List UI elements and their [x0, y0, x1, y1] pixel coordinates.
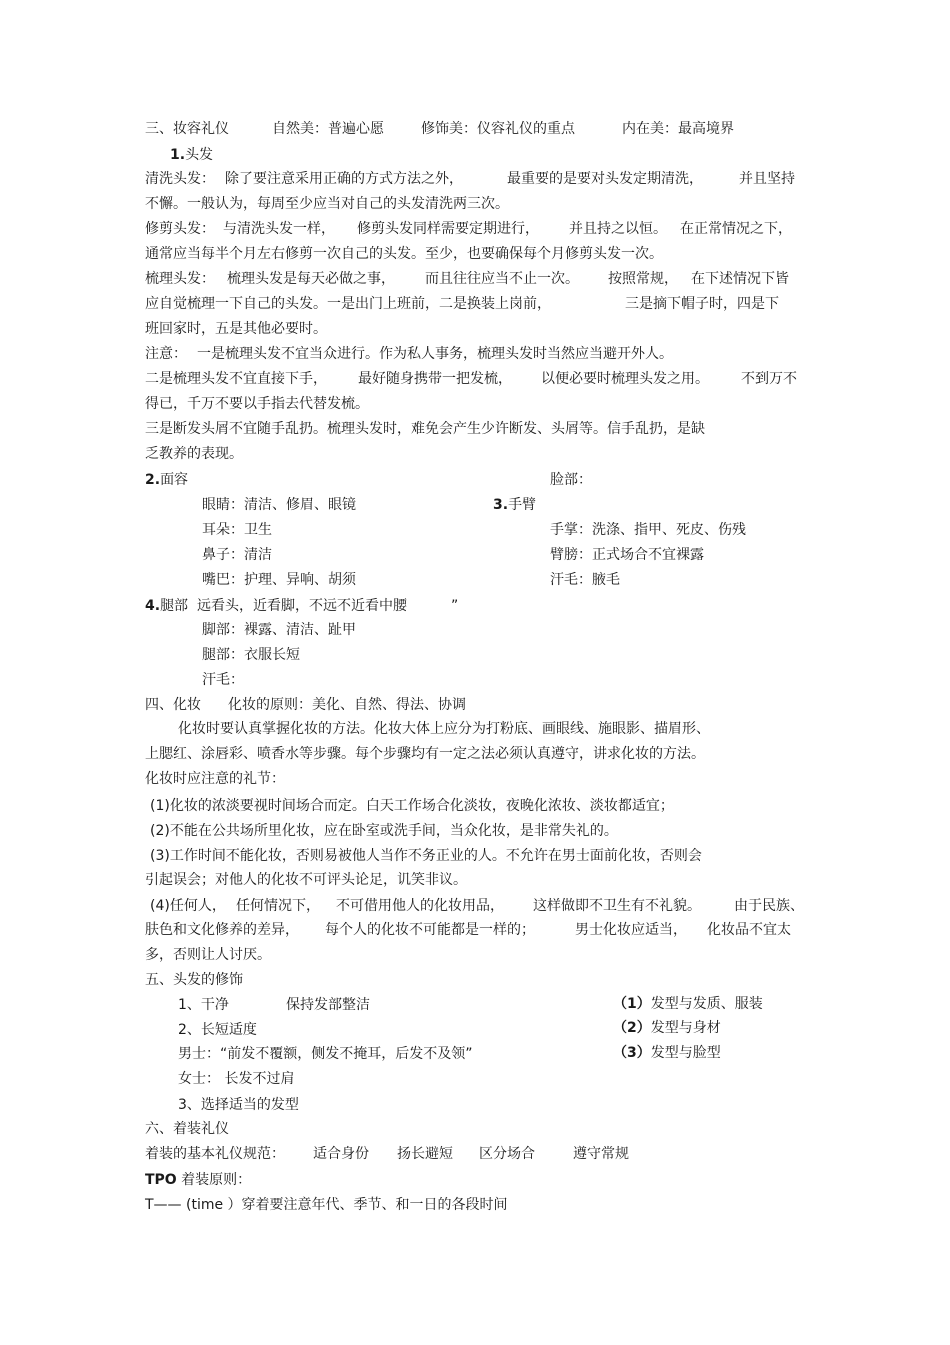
leg-hair: 汗毛： [202, 672, 244, 688]
section-6-heading: 六、着装礼仪 [145, 1121, 229, 1137]
face-eyes: 眼睛：清洁、修眉、眼镜 [202, 497, 356, 513]
hair-heading [170, 146, 213, 164]
face-nose: 鼻子：清洁 [202, 547, 272, 563]
makeup-rule-1: (1)化妆的浓淡要视时间场合而定。白天工作场合化淡妆，夜晚化浓妆、淡妆都适宜； [150, 798, 674, 814]
text-span: 以便必要时梳理头发之用。 [541, 371, 709, 387]
note-line-3: 得已，千万不要以手指去代替发梳。 [145, 396, 369, 412]
text-span: （2） [613, 1020, 651, 1036]
hair-item-2: 2、长短适度 [178, 1022, 257, 1038]
leg-legs: 腿部：衣服长短 [202, 647, 300, 663]
arm-heading [493, 496, 536, 514]
face-heading [145, 471, 188, 489]
text-span: 由于民族、 [734, 898, 804, 914]
text-span: 除了要注意采用正确的方式方法之外， [225, 171, 463, 187]
section-4-header [145, 696, 466, 714]
comb-line-3: 班回家时，五是其他必要时。 [145, 321, 327, 337]
leg-feet: 脚部：裸露、清洁、趾甲 [202, 622, 356, 638]
arm-upper: 臂膀：正式场合不宜裸露 [550, 547, 704, 563]
text-span: 腿部 [160, 598, 189, 614]
text-span: 保持发部整洁 [286, 997, 370, 1013]
text-span: 2. [145, 472, 161, 488]
hairstyle-item-1 [613, 995, 763, 1013]
text-span: 遵守常规 [573, 1146, 629, 1162]
text-span: 注意： [145, 346, 187, 362]
leg-saying: 远看头，近看脚，不远不近看中腰 [197, 598, 407, 614]
makeup-para-2: 上腮红、涂唇彩、喷香水等步骤。每个步骤均有一定之法必须认真遵守，讲求化妆的方法。 [145, 746, 705, 762]
section-3-header [145, 120, 734, 138]
makeup-rule-4a [150, 897, 804, 915]
note-line-2 [145, 370, 797, 388]
wash-line-1 [145, 170, 795, 188]
text-span: 发型与身材 [650, 1020, 721, 1036]
hair-item-3: 3、选择适当的发型 [178, 1097, 299, 1113]
text-span: 按照常规， [608, 271, 678, 287]
wash-line-2: 不懈。一般认为，每周至少应当对自己的头发清洗两三次。 [145, 196, 509, 212]
text-span: 发型与脸型 [650, 1045, 721, 1061]
text-span: 4. [145, 598, 161, 614]
trim-line-1 [145, 220, 792, 238]
cheek-label: 脸部： [550, 472, 592, 488]
text-span: 适合身份 [313, 1146, 369, 1162]
text-span: （3） [613, 1045, 651, 1061]
text-span: 三是摘下帽子时，四是下 [625, 296, 779, 312]
text-span: 最好随身携带一把发梳， [358, 371, 512, 387]
text-span: 区分场合 [479, 1146, 535, 1162]
text-span: 梳理头发是每天必做之事， [227, 271, 395, 287]
text-span: 肤色和文化修养的差异， [145, 922, 299, 938]
leg-quote: ” [451, 598, 459, 614]
arm-palm: 手掌：洗涤、指甲、死皮、伤残 [550, 522, 746, 538]
hairstyle-item-2 [613, 1019, 721, 1037]
inner-beauty: 内在美：最高境界 [622, 121, 734, 137]
section-5-heading: 五、头发的修饰 [145, 972, 243, 988]
hair-men: 男士：“前发不覆额，侧发不掩耳，后发不及领” [178, 1046, 473, 1062]
text-span: 手臂 [508, 497, 537, 513]
text-span: 二是梳理头发不宜直接下手， [145, 371, 327, 387]
text-span: 不到万不 [741, 371, 797, 387]
makeup-rule-4b [145, 921, 791, 939]
comb-line-1 [145, 270, 789, 288]
text-span: （1） [613, 996, 651, 1012]
note-line-5: 乏教养的表现。 [145, 446, 243, 462]
text-span: 这样做即不卫生有不礼貌。 [533, 898, 701, 914]
text-span: 清洗头发： [145, 171, 215, 187]
makeup-principle: 化妆的原则：美化、自然、得法、协调 [228, 697, 466, 713]
text-span: 修剪头发： [145, 221, 215, 237]
natural-beauty: 自然美：普遍心愿 [272, 121, 384, 137]
text-span: 任何情况下， [236, 898, 320, 914]
note-line-4: 三是断发头屑不宜随手乱扔。梳理头发时，难免会产生少许断发、头屑等。信手乱扔，是缺 [145, 421, 705, 437]
text-span: 扬长避短 [397, 1146, 453, 1162]
hair-women: 女士： 长发不过肩 [178, 1071, 295, 1087]
face-mouth: 嘴巴：护理、异响、胡须 [202, 572, 356, 588]
text-span: 1、干净 [178, 997, 229, 1013]
decor-beauty: 修饰美：仪容礼仪的重点 [421, 121, 575, 137]
text-span: 梳理头发： [145, 271, 215, 287]
makeup-rule-3b: 引起误会；对他人的化妆不可评头论足，讥笑非议。 [145, 872, 467, 888]
dress-norms [145, 1145, 629, 1163]
note-line-1 [145, 345, 673, 363]
text-span: 男士化妆应适当， [575, 922, 687, 938]
text-span: 头发 [185, 147, 214, 163]
text-span: 面容 [160, 472, 189, 488]
tpo-principle [145, 1171, 251, 1189]
section-4-heading: 四、化妆 [145, 697, 201, 713]
text-span: 与清洗头发一样， [223, 221, 335, 237]
text-span: 在正常情况之下， [680, 221, 792, 237]
comb-line-2 [145, 295, 779, 313]
leg-heading [145, 597, 459, 615]
text-span: 3. [493, 497, 509, 513]
text-span: 每个人的化妆不可能都是一样的； [325, 922, 535, 938]
text-span: 并且持之以恒。 [569, 221, 667, 237]
text-span: 最重要的是要对头发定期清洗， [507, 171, 703, 187]
makeup-rule-3a: (3)工作时间不能化妆，否则易被他人当作不务正业的人。不允许在男士面前化妆，否则会 [150, 848, 702, 864]
text-span: 1. [170, 147, 186, 163]
text-span: 而且往往应当不止一次。 [425, 271, 579, 287]
trim-line-2: 通常应当每半个月左右修剪一次自己的头发。至少，也要确保每个月修剪头发一次。 [145, 246, 663, 262]
face-ears: 耳朵：卫生 [202, 522, 272, 538]
hair-item-1 [178, 996, 370, 1014]
section-3-heading: 三、妆容礼仪 [145, 121, 229, 137]
makeup-rule-4c: 多，否则让人讨厌。 [145, 947, 271, 963]
tpo-time: T—— (time ）穿着要注意年代、季节、和一日的各段时间 [145, 1197, 508, 1213]
text-span: 着装原则： [181, 1172, 252, 1188]
makeup-para-3: 化妆时应注意的礼节： [145, 771, 285, 787]
arm-hair: 汗毛：腋毛 [550, 572, 620, 588]
text-span: 在下述情况下皆 [691, 271, 789, 287]
text-span: TPO [145, 1172, 177, 1188]
text-span: 修剪头发同样需要定期进行， [357, 221, 539, 237]
makeup-rule-2: (2)不能在公共场所里化妆，应在卧室或洗手间，当众化妆，是非常失礼的。 [150, 823, 618, 839]
text-span: 发型与发质、服装 [650, 996, 763, 1012]
hairstyle-item-3 [613, 1044, 721, 1062]
text-span: 应自觉梳理一下自己的头发。一是出门上班前，二是换装上岗前， [145, 296, 551, 312]
text-span: 并且坚持 [739, 171, 795, 187]
text-span: 着装的基本礼仪规范： [145, 1146, 285, 1162]
makeup-para-1: 化妆时要认真掌握化妆的方法。化妆大体上应分为打粉底、画眼线、施眼影、描眉形、 [178, 721, 710, 737]
text-span: 一是梳理头发不宜当众进行。作为私人事务，梳理头发时当然应当避开外人。 [197, 346, 673, 362]
text-span: 化妆品不宜太 [707, 922, 791, 938]
text-span: (4)任何人， [150, 898, 226, 914]
text-span: 不可借用他人的化妆用品， [336, 898, 504, 914]
